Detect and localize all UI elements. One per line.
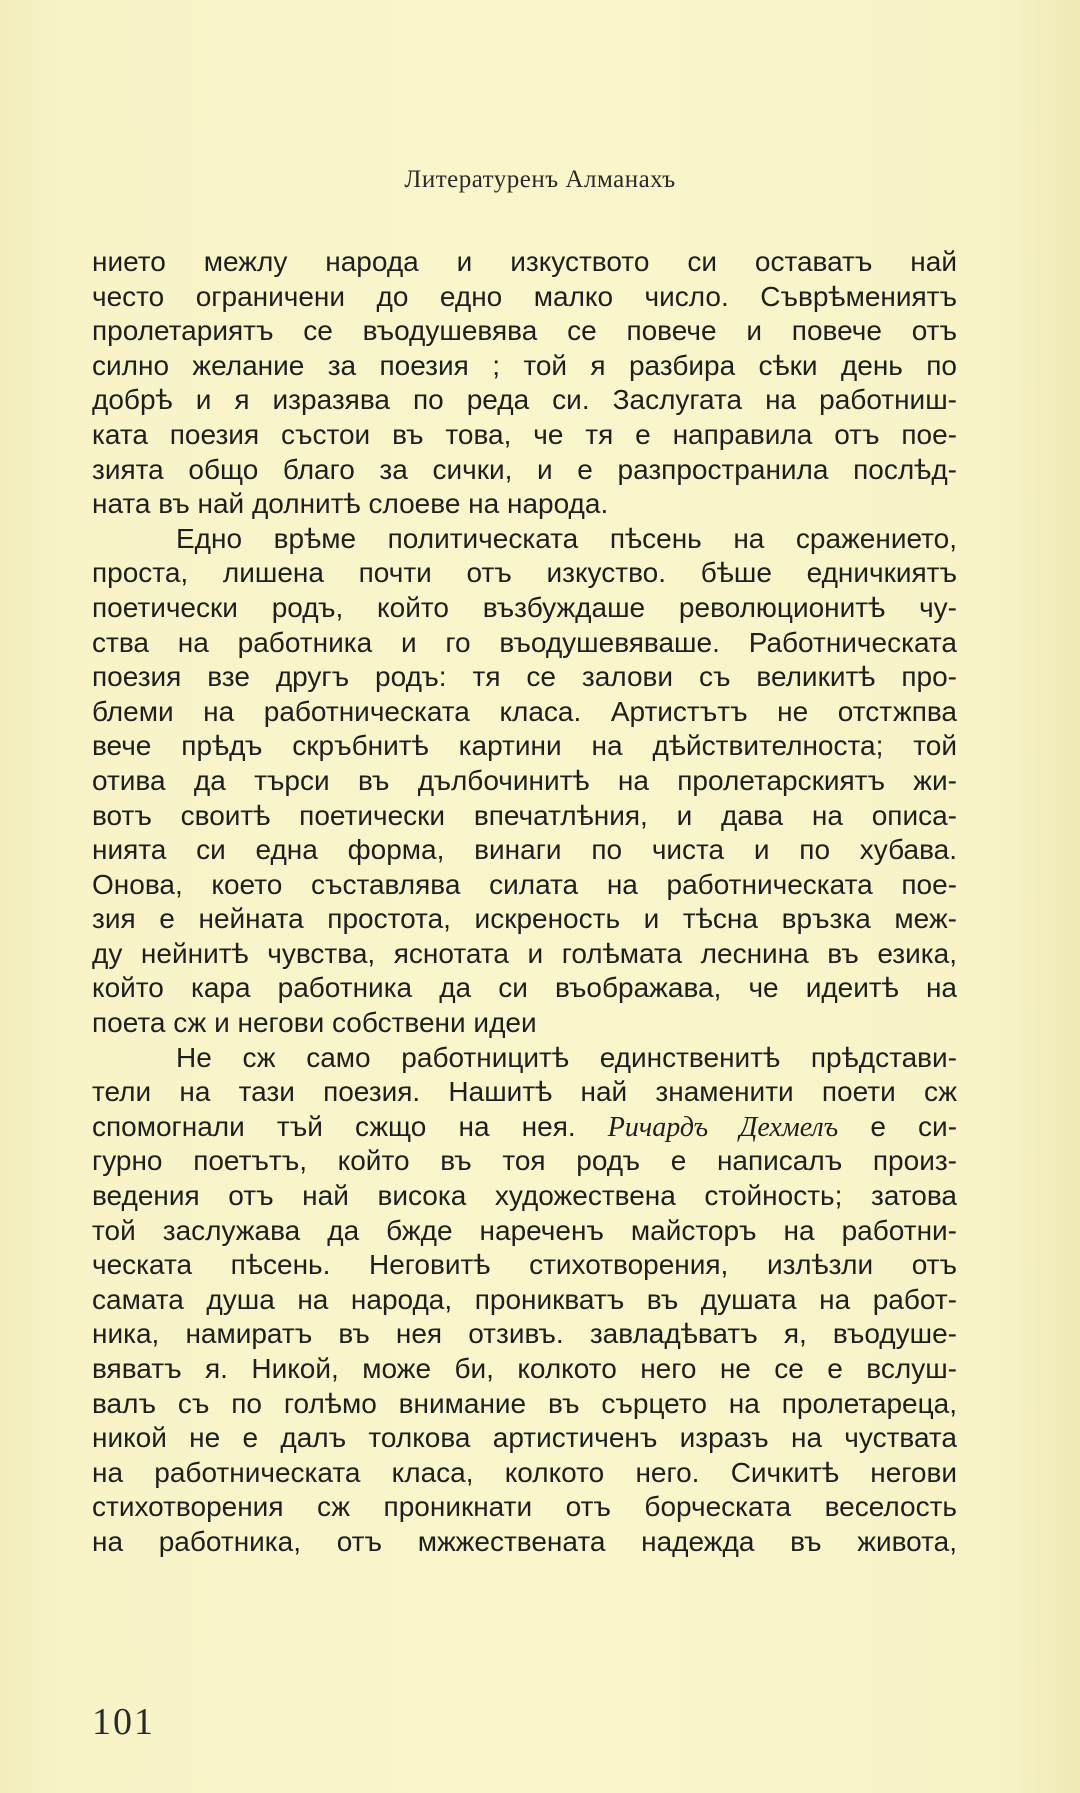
text-line: ства на работника и го въодушевяваше. Работническата [92, 626, 957, 658]
text-line: ческата пѣсень. Неговитѣ стихотворения, излѣзли отъ [92, 1249, 957, 1281]
text-line: стихотворения сж проникнати отъ борческата веселость [92, 1491, 957, 1523]
text-line: Онова, което съставлява силата на работническата пое- [92, 868, 957, 900]
text-line: Едно врѣме политическата пѣсень на сражението, [176, 522, 957, 554]
text-line: той заслужава да бжде нареченъ майсторъ на работни- [92, 1214, 957, 1246]
text-line: никой не е далъ толкова артистиченъ изразъ на чуствата [92, 1422, 957, 1454]
text-line: гурно поетътъ, който въ тоя родъ е написалъ произ- [92, 1145, 957, 1177]
text-line: нията си една форма, винаги по чиста и по хубава. [92, 834, 957, 866]
text-line: силно желание за поезия ; той я разбира сѣки день по [92, 349, 957, 381]
text-line: ника, намиратъ въ нея отзивъ. завладѣватъ я, въодуше- [92, 1318, 957, 1350]
page-number: 101 [92, 1701, 155, 1743]
text-line: самата душа на народа, проникватъ въ душата на работ- [92, 1283, 957, 1315]
text-line: който кара работника да си въображава, че идеитѣ на [92, 972, 957, 1004]
text-line: ведения отъ най висока художествена стойность; затова [92, 1180, 957, 1212]
text-line: ду нейнитѣ чувства, яснотата и голѣмата леснина въ езика, [92, 937, 957, 969]
line-text: спомогнали тъй сжщо на нея. [92, 1110, 576, 1142]
text-line: често ограничени до едно малко число. Съврѣмениятъ [92, 280, 957, 312]
body-text [92, 245, 957, 1560]
text-line: вотъ своитѣ поетически впечатлѣния, и дава на описа- [92, 799, 957, 831]
text-line: вяватъ я. Никой, може би, колкото него не се е вслуш- [92, 1353, 957, 1384]
author-name: Ричардъ Дехмелъ [607, 1111, 839, 1143]
text-line: пролетариятъ се въодушевява се повече и повече отъ [92, 315, 957, 347]
text-line: поетически родъ, който възбуждаше революционитѣ чу- [92, 591, 957, 623]
text-line: ката поезия състои въ това, че тя е направила отъ пое- [92, 418, 957, 450]
text-line: ната въ най долнитѣ слоеве на народа. [92, 488, 609, 520]
text-line: добрѣ и я изразява по реда си. Заслугата на работниш- [92, 384, 957, 416]
text-line: на работническата класа, колкото него. Сичкитѣ негови [92, 1456, 957, 1488]
running-head: Литературенъ Алманахъ [404, 166, 676, 193]
text-line: зията общо благо за сички, и е разпространила послѣд- [92, 453, 957, 485]
text-line: проста, лишена почти отъ изкуство. бѣше едничкиятъ [92, 557, 957, 589]
text-line: блеми на работническата класа. Артистътъ не отстжпва [92, 695, 957, 727]
text-line: нието межлу народа и изкуството си оставатъ най [92, 246, 957, 277]
text-line: поезия взе другъ родъ: тя се залови съ великитѣ про- [92, 661, 957, 693]
text-line: отива да търси въ дълбочинитѣ на пролетарскиятъ жи- [92, 764, 957, 796]
text-line: поета сж и негови собствени идеи [92, 1007, 537, 1039]
text-line: тели на тази поезия. Нашитѣ най знаменити поети сж [92, 1076, 957, 1108]
text-line: валъ съ по голѣмо внимание въ сърцето на пролетареца, [92, 1387, 957, 1419]
text-line: Не сж само работницитѣ единственитѣ прѣдстави- [176, 1041, 957, 1073]
text-line-with-name [92, 1110, 957, 1145]
line-tail: е си- [870, 1110, 958, 1142]
text-line: на работника, отъ мжжествената надежда въ живота, [92, 1525, 957, 1557]
text-line: вече прѣдъ скръбнитѣ картини на дѣйствителноста; той [92, 730, 957, 762]
text-line: зия е нейната простота, искреность и тѣсна връзка меж- [92, 903, 957, 935]
